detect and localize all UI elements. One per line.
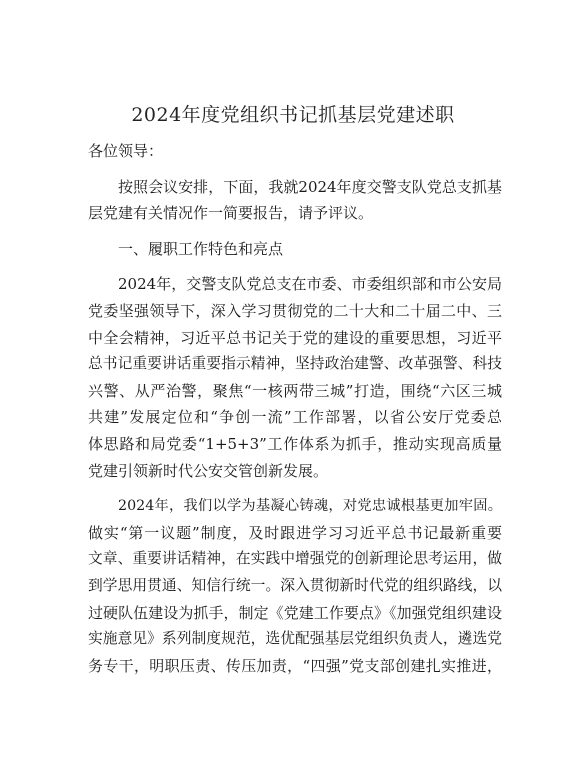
intro-line: 层党建有关情况作一简要报告，请予评议。 — [88, 204, 374, 223]
paragraph-line: 2024年，我们以学为基凝心铸魂，对党忠诚根基更加牢固。 — [118, 498, 502, 515]
paragraph-line: 到学思用贯通、知信行统一。深入贯彻新时代党的组织路线，以 — [88, 576, 502, 594]
intro-line: 按照会议安排，下面，我就2024年度交警支队党总支抓基 — [118, 177, 502, 196]
document-title: 2024年度党组织书记抓基层党建述职 — [131, 104, 455, 126]
paragraph-line: 共建”发展定位和“争创一流”工作部署，以省公安厅党委总 — [88, 408, 502, 427]
paragraph-line: 党委坚强领导下，深入学习贯彻党的二十大和二十届二中、三 — [88, 301, 502, 320]
paragraph-line: 党建引领新时代公安交管创新发展。 — [88, 461, 329, 480]
document-body — [88, 138, 502, 679]
section-heading: 一、履职工作特色和亮点 — [118, 239, 284, 258]
paragraph-line: 务专干，明职压责、传压加责，“四强”党支部创建扎实推进， — [88, 656, 502, 675]
paragraph-line: 体思路和局党委“1+5+3”工作体系为抓手，推动实现高质量 — [88, 434, 502, 453]
paragraph-line: 文章、重要讲话精神，在实践中增强党的创新理论思考运用，做 — [88, 550, 502, 568]
paragraph-line: 2024年，交警支队党总支在市委、市委组织部和市公安局 — [118, 275, 502, 294]
salutation: 各位领导： — [88, 142, 164, 160]
paragraph-line: 中全会精神，习近平总书记关于党的建设的重要思想，习近平 — [88, 328, 502, 347]
paragraph-line: 总书记重要讲话重要指示精神，坚持政治建警、改革强警、科技 — [88, 355, 502, 373]
paragraph-line: 过硬队伍建设为抓手，制定《党建工作要点》《加强党组织建设 — [88, 603, 502, 622]
paragraph-line: 兴警、从严治警，聚焦“一核两带三城”打造，围绕“六区三城 — [88, 381, 502, 400]
paragraph-line: 做实“第一议题”制度，及时跟进学习习近平总书记最新重要 — [88, 523, 502, 542]
paragraph-line: 实施意见》系列制度规范，选优配强基层党组织负责人，遴选党 — [88, 630, 502, 648]
